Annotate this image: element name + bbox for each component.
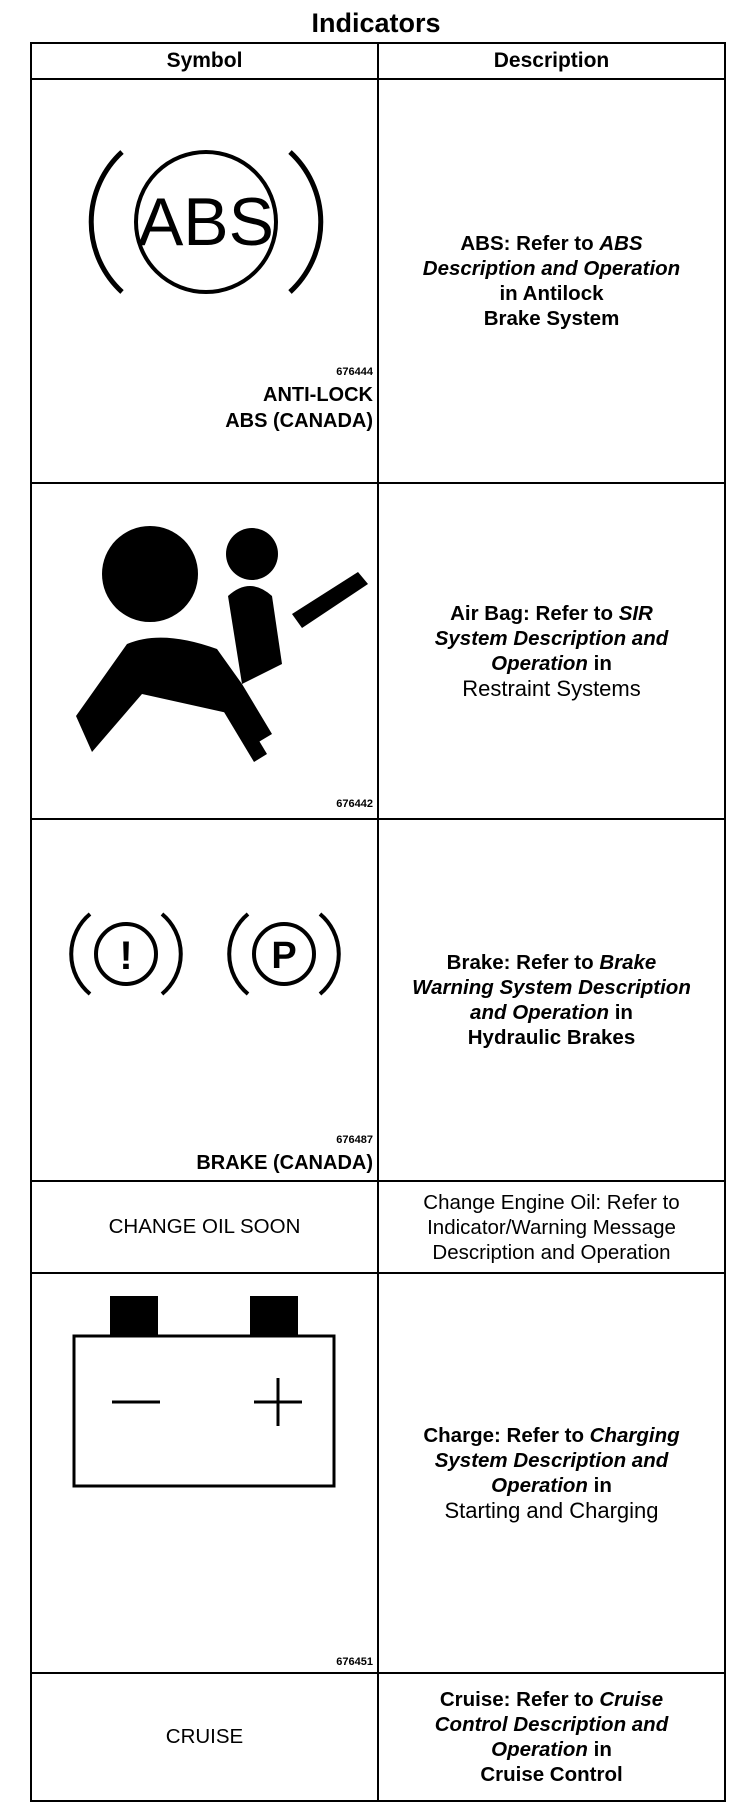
symbol-cell: CRUISE [31, 1673, 378, 1801]
symbol-caption: BRAKE (CANADA) [196, 1152, 373, 1174]
table-row [31, 1273, 725, 1673]
airbag-icon [32, 484, 376, 820]
table-row [31, 483, 725, 819]
description-cell: Change Engine Oil: Refer to Indicator/Warning Message Description and Operation [378, 1181, 725, 1273]
symbol-cell [31, 79, 378, 483]
description-cell: ABS: Refer to ABS Description and Operation in Antilock Brake System [378, 79, 725, 483]
exclamation-text: ! [119, 934, 133, 978]
description-cell: Brake: Refer to Brake Warning System Description and Operation in Hydraulic Brakes [378, 819, 725, 1181]
symbol-cell [31, 1273, 378, 1673]
indicators-table [30, 42, 726, 1802]
header-row [31, 43, 725, 79]
figure-id: 676451 [336, 1656, 373, 1668]
page-title: Indicators [311, 8, 441, 38]
symbol-cell [31, 483, 378, 819]
table-row [31, 79, 725, 483]
table-row [31, 1181, 725, 1273]
table-row [31, 819, 725, 1181]
battery-icon [32, 1274, 376, 1674]
symbol-caption: ANTI-LOCK ABS (CANADA) [225, 384, 373, 432]
description-cell: Air Bag: Refer to SIR System Description and Operation in Restraint Systems [378, 483, 725, 819]
symbol-cell: CHANGE OIL SOON [31, 1181, 378, 1273]
figure-id: 676444 [336, 366, 373, 378]
brake-icon [32, 820, 376, 1182]
description-cell: Charge: Refer to Charging System Description and Operation in Starting and Charging [378, 1273, 725, 1673]
figure-id: 676442 [336, 798, 373, 810]
symbol-cell [31, 819, 378, 1181]
description-header: Description [378, 43, 725, 79]
figure-id: 676487 [336, 1134, 373, 1146]
parking-p-text: P [271, 935, 297, 977]
description-cell: Cruise: Refer to Cruise Control Description and Operation in Cruise Control [378, 1673, 725, 1801]
table-row [31, 1673, 725, 1801]
symbol-header: Symbol [31, 43, 378, 79]
abs-symbol-text: ABS [137, 184, 275, 260]
